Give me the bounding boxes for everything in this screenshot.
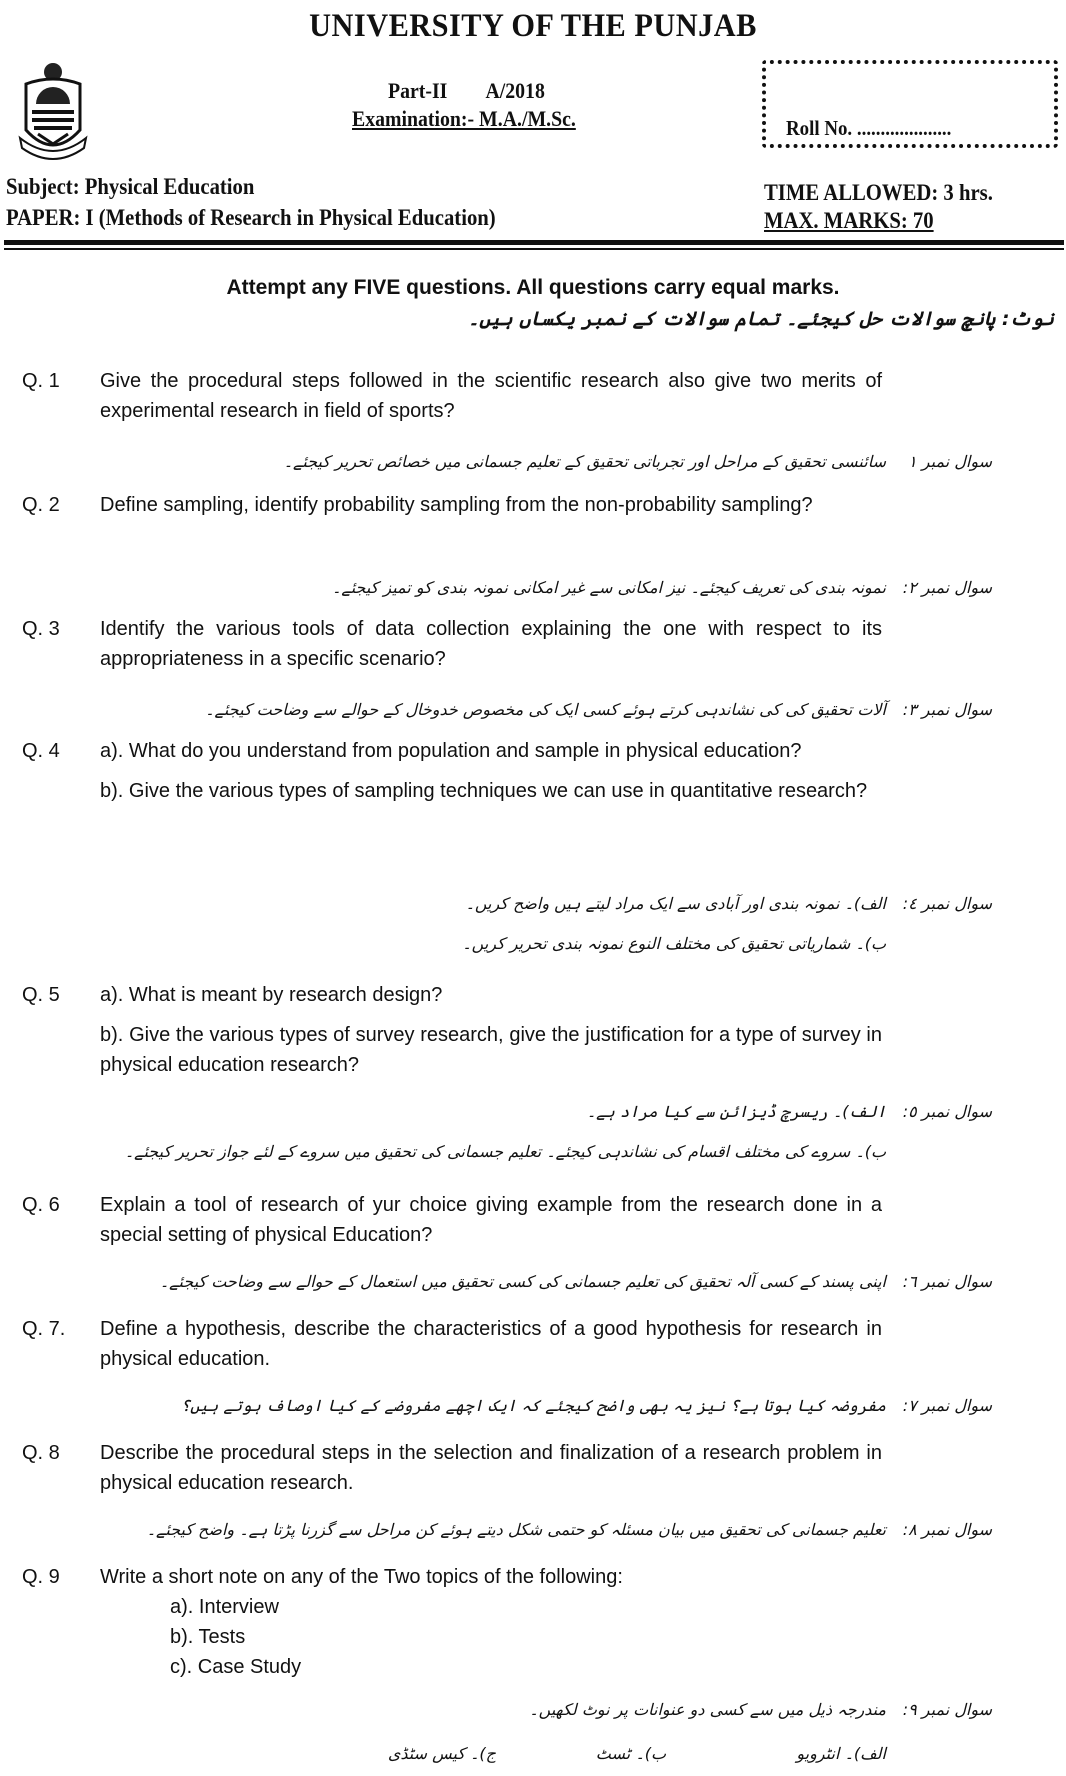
question-part-b: b). Give the various types of sampling techniques we can use in quantitative research? xyxy=(100,780,868,802)
urdu-option-a: الف)۔ انٹرویو xyxy=(796,1744,886,1763)
question-text: Define a hypothesis, describe the characteristics of a good hypothesis for research in physical education. xyxy=(100,1318,882,1370)
question-2-urdu xyxy=(0,578,1066,602)
urdu-question-text: اپنی پسند کے کسی آلہ تحقیق کی تعلیم جسمانی کی کسی تحقیق میں استعمال کے حوالے سے وضاحت کیجئے۔ xyxy=(159,1272,886,1291)
instructions-english: Attempt any FIVE questions. All questions carry equal marks. xyxy=(226,276,840,299)
urdu-question-label: سوال نمبر ٦: xyxy=(902,1272,992,1291)
question-number: Q. 9 xyxy=(22,1566,60,1588)
question-3 xyxy=(22,614,882,684)
question-9-urdu xyxy=(0,1700,1066,1724)
question-number: Q. 7. xyxy=(22,1318,66,1340)
question-text: Explain a tool of research of yur choice giving example from the research done in a special setting of physical Education? xyxy=(100,1194,882,1246)
question-number: Q. 5 xyxy=(22,984,60,1006)
question-part-b: b). Give the various types of survey research, give the justification for a type of survey in physical education research? xyxy=(100,1024,882,1076)
question-5-urdu-a xyxy=(0,1102,1066,1126)
question-4-urdu-b xyxy=(0,934,1066,958)
question-6 xyxy=(22,1190,882,1260)
question-6-urdu xyxy=(0,1272,1066,1296)
instructions-urdu: نوٹ: پانچ سوالات حل کیجئے۔ تمام سوالات کے نمبر یکساں ہیں۔ xyxy=(468,308,1054,330)
question-4 xyxy=(22,736,882,816)
question-4-urdu-a xyxy=(0,894,1066,918)
max-marks: MAX. MARKS: 70 xyxy=(764,208,934,233)
question-number: Q. 3 xyxy=(22,618,60,640)
urdu-question-text: ب)۔ شماریاتی تحقیق کی مختلف النوع نمونہ بندی تحریر کریں۔ xyxy=(462,934,886,953)
university-crest-icon xyxy=(18,60,88,165)
question-number: Q. 4 xyxy=(22,740,60,762)
question-text: Define sampling, identify probability sampling from the non-probability sampling? xyxy=(100,494,813,516)
subject-label: Subject: Physical Education xyxy=(6,174,255,199)
urdu-question-label: سوال نمبر ٢: xyxy=(902,578,992,597)
urdu-question-label: سوال نمبر ٨: xyxy=(902,1520,992,1539)
urdu-question-text: مفروضہ کیا ہوتا ہے؟ نیز یہ بھی واضح کیجئے کہ ایک اچھے مفروضے کے کیا اوصاف ہوتے ہیں؟ xyxy=(180,1396,886,1415)
roll-number-field[interactable]: Roll No. .................... xyxy=(786,116,952,140)
examination-label: Examination:- M.A./M.Sc. xyxy=(352,106,576,131)
header-divider-thin xyxy=(4,248,1064,250)
question-8-urdu xyxy=(0,1520,1066,1544)
question-number: Q. 1 xyxy=(22,370,60,392)
urdu-question-label: سوال نمبر ١ xyxy=(908,452,992,471)
question-8 xyxy=(22,1438,882,1508)
question-number: Q. 8 xyxy=(22,1442,60,1464)
urdu-question-text: الف)۔ نمونہ بندی اور آبادی سے ایک مراد لیتے ہیں واضح کریں۔ xyxy=(465,894,886,913)
header-divider xyxy=(4,240,1064,245)
urdu-question-label: سوال نمبر ٩: xyxy=(902,1700,992,1719)
question-number: Q. 2 xyxy=(22,494,60,516)
urdu-question-text: نمونہ بندی کی تعریف کیجئے۔ نیز امکانی سے غیر امکانی نمونہ بندی کو تمیز کیجئے۔ xyxy=(331,578,886,597)
urdu-question-text: تعلیم جسمانی کی تحقیق میں بیان مسئلہ کو حتمی شکل دیتے ہوئے کن مراحل سے گزرنا پڑتا ہے۔ واضح کیجئے۔ xyxy=(146,1520,886,1539)
time-allowed: TIME ALLOWED: 3 hrs. xyxy=(764,180,993,205)
question-text: Give the procedural steps followed in the scientific research also give two merits of experimental research in field of sports? xyxy=(100,370,882,422)
session-label: A/2018 xyxy=(485,78,545,103)
question-1 xyxy=(22,366,882,436)
paper-label: PAPER: I (Methods of Research in Physical Education) xyxy=(6,205,496,230)
question-number: Q. 6 xyxy=(22,1194,60,1216)
question-9 xyxy=(22,1562,882,1682)
urdu-question-text: سائنسی تحقیق کے مراحل اور تجرباتی تحقیق کے تعلیم جسمانی میں خصائص تحریر کیجئے۔ xyxy=(283,452,886,471)
option-a: a). Interview xyxy=(170,1596,279,1618)
question-text: Describe the procedural steps in the selection and finalization of a research problem in physical education research. xyxy=(100,1442,882,1494)
question-text: Write a short note on any of the Two topics of the following: xyxy=(100,1566,623,1588)
urdu-question-label: سوال نمبر ٣: xyxy=(902,700,992,719)
urdu-question-text: ب)۔ سروے کی مختلف اقسام کی نشاندہی کیجئے۔ تعلیم جسمانی کی تحقیق میں سروے کے لئے جواز تحریر کیجئے۔ xyxy=(124,1142,886,1161)
urdu-question-text: الف)۔ ریسرچ ڈیزائن سے کیا مراد ہے۔ xyxy=(586,1102,886,1121)
option-c: c). Case Study xyxy=(170,1656,302,1678)
question-part-a: a). What is meant by research design? xyxy=(100,984,443,1006)
urdu-question-label: سوال نمبر ٥: xyxy=(902,1102,992,1121)
question-2 xyxy=(22,490,882,530)
urdu-option-b: ب)۔ ٹسٹ xyxy=(595,1744,666,1763)
urdu-question-label: سوال نمبر ٧: xyxy=(902,1396,992,1415)
urdu-question-text: مندرجہ ذیل میں سے کسی دو عنوانات پر نوٹ لکھیں۔ xyxy=(529,1700,886,1719)
exam-part xyxy=(388,78,579,104)
question-text: Identify the various tools of data collection explaining the one with respect to its appropriateness in a specific scenario? xyxy=(100,618,882,670)
question-5-urdu-b xyxy=(0,1142,1066,1166)
question-7 xyxy=(22,1314,882,1384)
question-9-urdu-options xyxy=(0,1744,1066,1768)
urdu-question-text: آلات تحقیق کی کی نشاندہی کرتے ہوئے کسی ایک کی مخصوص خدوخال کے حوالے سے وضاحت کیجئے۔ xyxy=(205,700,886,719)
question-1-urdu xyxy=(0,452,1066,476)
option-b: b). Tests xyxy=(170,1626,246,1648)
question-3-urdu xyxy=(0,700,1066,724)
urdu-option-c: ج)۔ کیس سٹڈی xyxy=(387,1744,496,1763)
university-title: UNIVERSITY OF THE PUNJAB xyxy=(309,8,757,44)
urdu-question-label: سوال نمبر ٤: xyxy=(902,894,992,913)
question-5 xyxy=(22,980,882,1090)
question-part-a: a). What do you understand from population and sample in physical education? xyxy=(100,740,802,762)
part-label: Part-II xyxy=(388,78,448,103)
question-7-urdu xyxy=(0,1396,1066,1420)
